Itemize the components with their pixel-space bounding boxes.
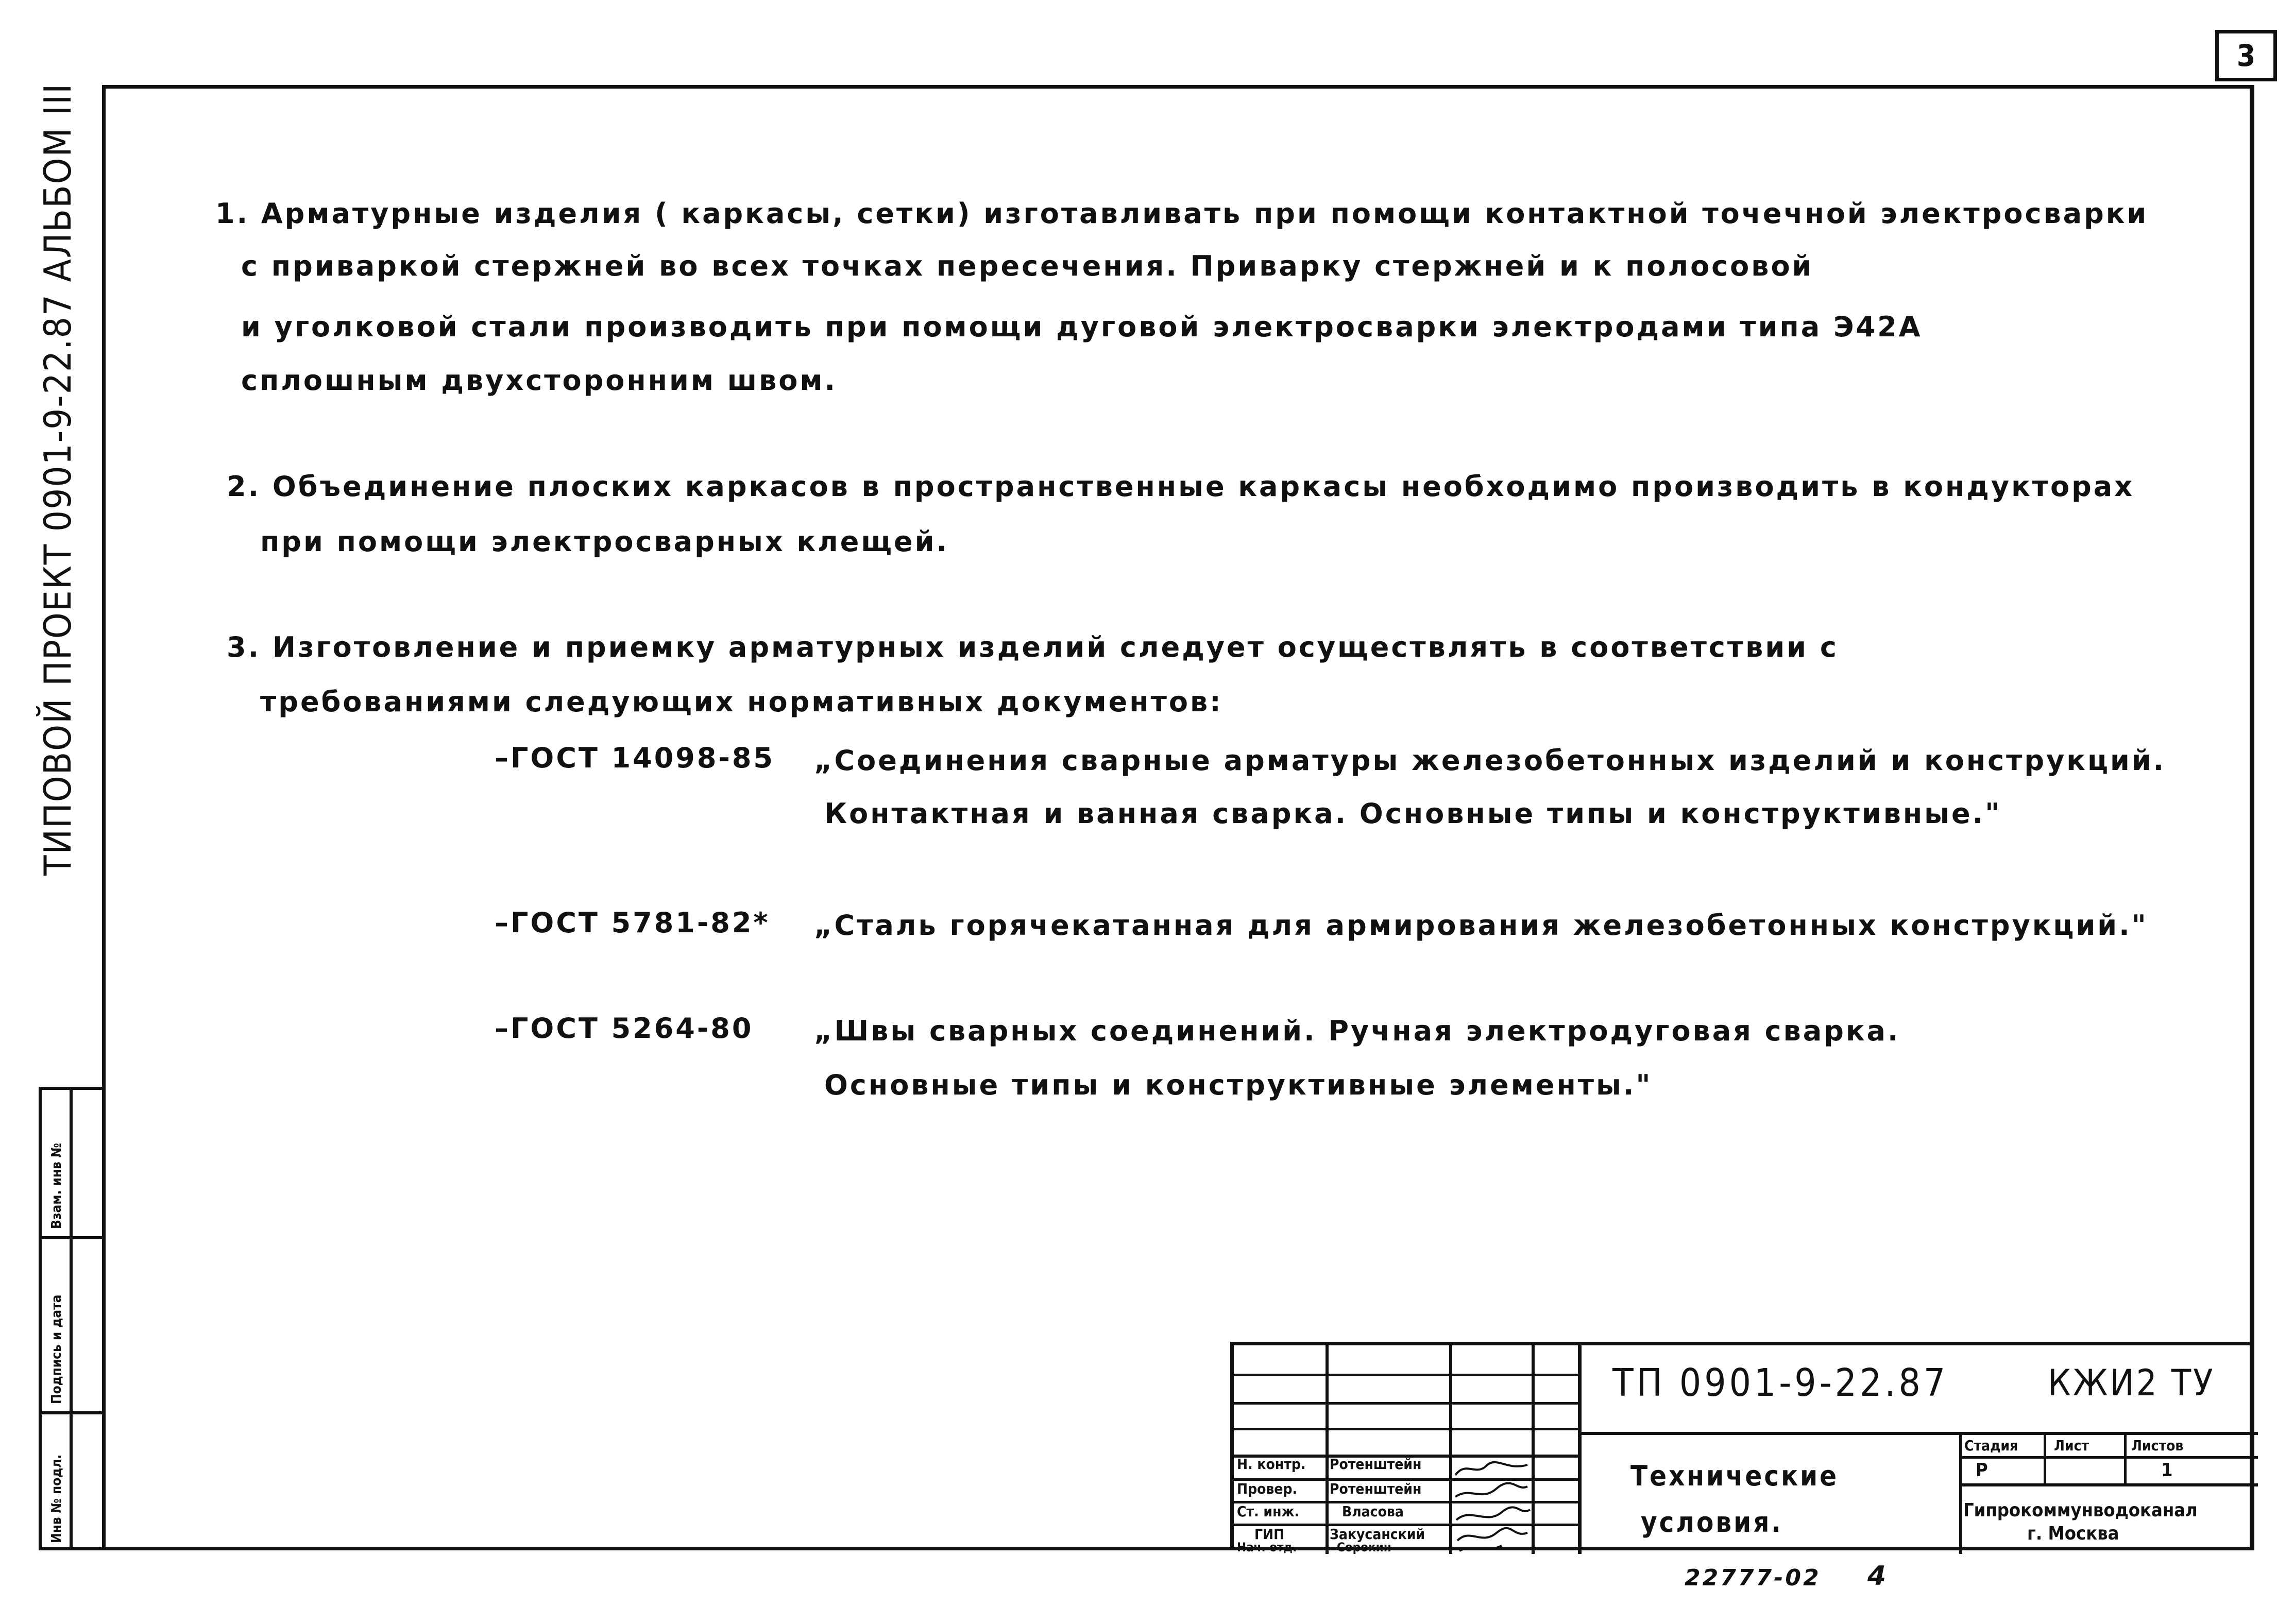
sheets-header: Листов bbox=[2131, 1437, 2184, 1454]
role-3-name: Власова bbox=[1342, 1503, 1404, 1520]
gost-3-title-line-2: Основные типы и конструктивные элементы." bbox=[824, 1069, 1653, 1101]
organization-name: Гипрокоммунводоканал bbox=[1963, 1500, 2198, 1521]
signatures bbox=[1450, 1456, 1533, 1553]
role-4-label: ГИП bbox=[1254, 1526, 1285, 1543]
sheet-number-box bbox=[2215, 30, 2277, 81]
tb-grid-line bbox=[1234, 1402, 1578, 1405]
title-block bbox=[1230, 1342, 2254, 1554]
item-1-line-3: и уголковой стали производить при помощи дуговой электросварки электродами типа Э42А bbox=[241, 311, 1923, 343]
tb-grid-line bbox=[1578, 1345, 1582, 1554]
tb-grid-line bbox=[1578, 1432, 2258, 1435]
tb-grid-line bbox=[1959, 1432, 1962, 1554]
side-stamp-sign-label: Подпись и дата bbox=[49, 1294, 64, 1404]
project-code: ТП 0901-9-22.87 bbox=[1612, 1361, 1949, 1405]
role-1-name: Ротенштейн bbox=[1330, 1456, 1422, 1473]
item-3-line-1: 3. Изготовление и приемку арматурных изделий следует осуществлять в соответствии с bbox=[227, 631, 1839, 663]
item-3-line-2: требованиями следующих нормативных документов: bbox=[260, 686, 1223, 718]
tb-grid-line bbox=[2044, 1432, 2046, 1483]
gost-1-title-line-1: „Соединения сварные арматуры железобетонных изделий и конструкций. bbox=[814, 744, 2166, 777]
tb-grid-line bbox=[1326, 1345, 1329, 1554]
tb-grid-line bbox=[1234, 1374, 1578, 1376]
side-stamp-vzam-label: Взам. инв № bbox=[49, 1143, 64, 1229]
sheets-value: 1 bbox=[2161, 1460, 2173, 1481]
side-stamp-inv-label: Инв № подл. bbox=[49, 1454, 64, 1543]
footer-page-number: 4 bbox=[1867, 1561, 1889, 1592]
tb-grid-line bbox=[1234, 1428, 1578, 1430]
item-1-line-1: 1. Арматурные изделия ( каркасы, сетки) изготавливать при помощи контактной точечной электросварки bbox=[215, 197, 2149, 230]
item-1-line-2: с приваркой стержней во всех точках пересечения. Приварку стержней и к полосовой bbox=[241, 250, 1814, 282]
tb-grid-line bbox=[2124, 1432, 2127, 1483]
gost-3-title-line-1: „Швы сварных соединений. Ручная электродуговая сварка. bbox=[814, 1015, 1900, 1047]
item-2-line-1: 2. Объединение плоских каркасов в пространственные каркасы необходимо производить в кондукторах bbox=[227, 470, 2135, 503]
stage-value: Р bbox=[1976, 1460, 1988, 1481]
side-stamp-strip bbox=[39, 1087, 102, 1550]
tb-grid-line bbox=[1959, 1483, 2258, 1486]
role-1-label: Н. контр. bbox=[1237, 1456, 1306, 1473]
gost-2-title-line-1: „Сталь горячекатанная для армирования железобетонных конструкций." bbox=[814, 909, 2148, 942]
sheet-number: 3 bbox=[2236, 38, 2256, 73]
role-2-name: Ротенштейн bbox=[1330, 1480, 1422, 1497]
tb-grid-line bbox=[1959, 1456, 2258, 1459]
item-2-line-2: при помощи электросварных клещей. bbox=[260, 525, 949, 558]
gost-3-code: –ГОСТ 5264-80 bbox=[495, 1012, 754, 1045]
gost-2-code: –ГОСТ 5781-82* bbox=[495, 907, 770, 939]
side-project-title: ТИПОВОЙ ПРОЕКТ 0901-9-22.87 АЛЬБОМ III bbox=[36, 82, 79, 876]
role-5-name: Сорокин bbox=[1337, 1540, 1391, 1554]
gost-1-title-line-2: Контактная и ванная сварка. Основные типы и конструктивные." bbox=[824, 797, 2002, 830]
organization-city: г. Москва bbox=[2027, 1523, 2119, 1544]
role-3-label: Ст. инж. bbox=[1237, 1503, 1300, 1520]
inventory-number: 22777-02 bbox=[1685, 1565, 1821, 1591]
document-name-line-2: условия. bbox=[1641, 1506, 1783, 1538]
item-1-line-4: сплошным двухсторонним швом. bbox=[241, 364, 838, 397]
role-5-label: Нач. отд. bbox=[1237, 1540, 1297, 1554]
side-stamp-cell-vzam bbox=[42, 1090, 102, 1239]
role-2-label: Провер. bbox=[1237, 1480, 1298, 1497]
side-stamp-cell-sign bbox=[42, 1239, 102, 1414]
stage-header: Стадия bbox=[1964, 1437, 2018, 1454]
role-4-name: Закусанский bbox=[1330, 1526, 1425, 1543]
side-stamp-cell-inv bbox=[42, 1414, 102, 1553]
gost-1-code: –ГОСТ 14098-85 bbox=[495, 742, 775, 774]
sheet-header: Лист bbox=[2054, 1437, 2089, 1454]
document-code: КЖИ2 ТУ bbox=[2048, 1362, 2215, 1404]
document-name-line-1: Технические bbox=[1630, 1460, 1839, 1492]
